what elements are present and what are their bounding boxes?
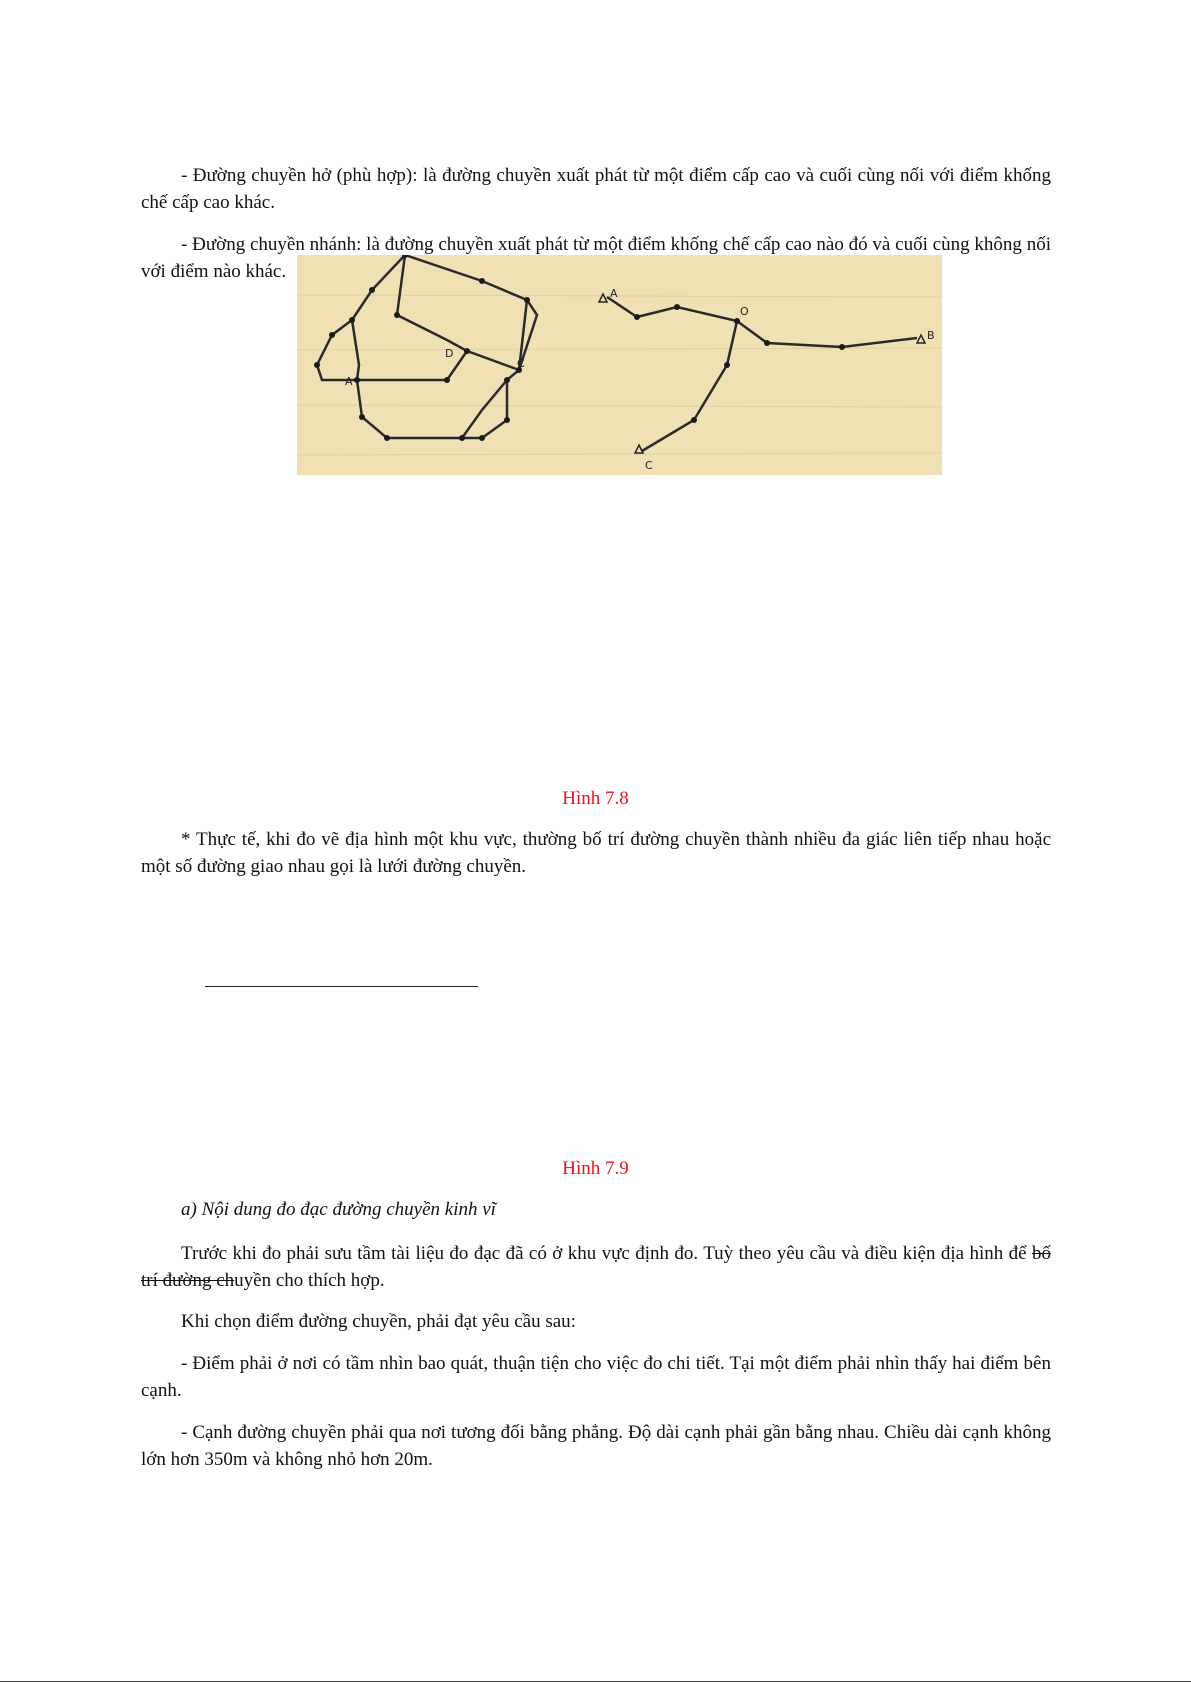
- triangle-A-icon: [599, 294, 607, 302]
- paragraph-preparation-start: Trước khi đo phải sưu tầm tài liệu đo đạc đã có ở khu vực định đo. Tuỳ theo yêu cầu và điều kiện địa hình để: [181, 1243, 1032, 1264]
- label-left-C: C: [517, 357, 525, 370]
- paragraph-preparation: [141, 1240, 1051, 1294]
- strikethrough-text: bố trí đường ch: [141, 1243, 1051, 1291]
- paragraph-branch-traverse: - Đường chuyền nhánh: là đường chuyền xuất phát từ một điểm khống chế cấp cao nào đó và cuối cùng không nối với điểm nào khác.: [141, 234, 1051, 282]
- paragraph-preparation-end: uyền cho thích hợp.: [234, 1270, 385, 1291]
- figure-caption-7-9: Hình 7.9: [562, 1158, 629, 1179]
- paragraph-traverse-network: * Thực tế, khi đo vẽ địa hình một khu vực, thường bố trí đường chuyền thành nhiều đa giác liên tiếp nhau hoặc một số đường giao nhau gọi là lưới đường chuyền.: [141, 829, 1051, 877]
- paragraph-requirement-visibility: - Điểm phải ở nơi có tầm nhìn bao quát, thuận tiện cho việc đo chi tiết. Tại một điểm phải nhìn thấy hai điểm bên cạnh.: [141, 1353, 1051, 1401]
- scan-texture: [297, 295, 942, 455]
- triangle-C-icon: [635, 445, 643, 453]
- label-left-A: A: [345, 375, 353, 388]
- closed-traverse-network: [317, 255, 537, 438]
- paragraph-point-requirements: Khi chọn điểm đường chuyền, phải đạt yêu cầu sau:: [181, 1311, 576, 1332]
- triangle-B-icon: [917, 335, 925, 343]
- traverse-figure: [297, 255, 942, 475]
- label-left-D: D: [445, 347, 454, 360]
- figure-caption-7-8: Hình 7.8: [562, 788, 629, 809]
- label-right-A: A: [610, 287, 618, 300]
- paragraph-open-traverse: - Đường chuyền hở (phù hợp): là đường chuyền xuất phát từ một điểm cấp cao và cuối cùng nối với điểm khống chế cấp cao khác.: [141, 165, 1051, 213]
- page-bottom-edge: [0, 1681, 1191, 1682]
- control-point-triangles: [599, 294, 925, 453]
- label-right-O: O: [740, 305, 749, 318]
- traverse-diagram: [297, 255, 942, 475]
- branch-traverse-points: [634, 304, 845, 423]
- paragraph-requirement-edges: - Cạnh đường chuyền phải qua nơi tương đối bằng phẳng. Độ dài cạnh phải gần bằng nhau. Chiều dài cạnh không lớn hơn 350m và không nhỏ hơn 20m.: [141, 1422, 1051, 1470]
- closed-traverse-points: [314, 255, 530, 441]
- branch-traverse-lines: [607, 297, 917, 451]
- label-right-B: B: [927, 329, 935, 342]
- label-right-C: C: [645, 459, 653, 472]
- section-heading-traverse-content: a) Nội dung đo đạc đường chuyền kinh vĩ: [181, 1199, 496, 1220]
- footnote-divider: [205, 986, 478, 987]
